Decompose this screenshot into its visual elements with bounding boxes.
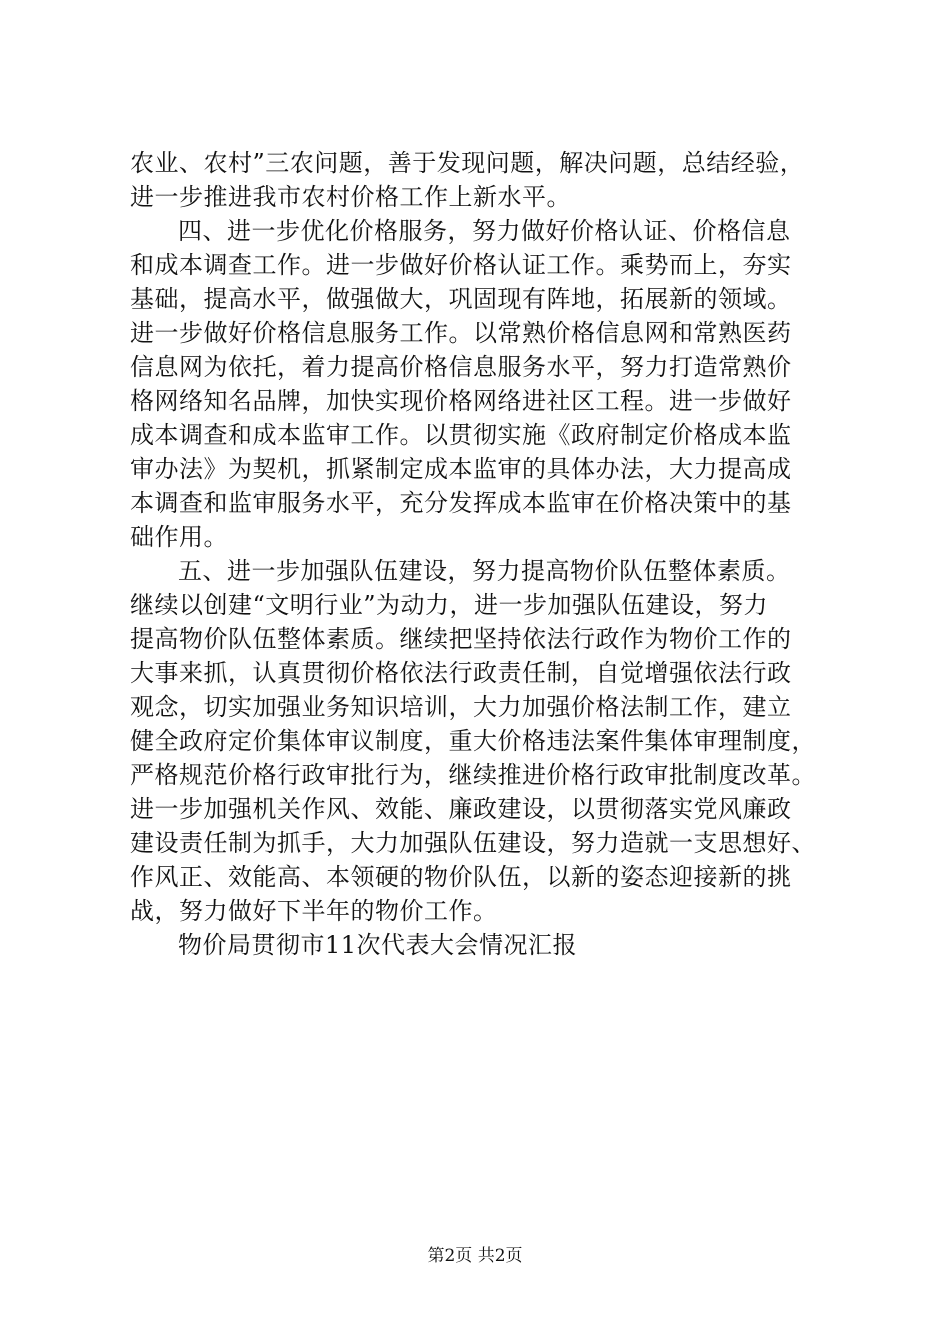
text-line: 基础，提高水平，做强做大，巩固现有阵地，拓展新的领域。 [130, 285, 792, 313]
section-heading-four: 四、进一步优化价格服务，努力做好价格认证、价格信息 [178, 217, 791, 245]
text-line: 观念，切实加强业务知识培训，大力加强价格法制工作，建立 [130, 693, 792, 721]
text-line: 大事来抓，认真贯彻价格依法行政责任制，自觉增强依法行政 [130, 659, 792, 687]
text-line: 作风正、效能高、本领硬的物价队伍，以新的姿态迎接新的挑 [130, 863, 792, 891]
text-line: 进一步做好价格信息服务工作。以常熟价格信息网和常熟医药 [130, 319, 792, 347]
text-line: 审办法》为契机，抓紧制定成本监审的具体办法，大力提高成 [130, 455, 792, 483]
text-line: 格网络知名品牌，加快实现价格网络进社区工程。进一步做好 [130, 387, 792, 415]
text-line: 成本调查和成本监审工作。以贯彻实施《政府制定价格成本监 [130, 421, 792, 449]
text-line: 建设责任制为抓手，大力加强队伍建设，努力造就一支思想好、 [130, 829, 816, 857]
text-line: 提高物价队伍整体素质。继续把坚持依法行政作为物价工作的 [130, 625, 792, 653]
document-title-line: 物价局贯彻市11次代表大会情况汇报 [178, 931, 578, 959]
page-number-footer: 第2页 共2页 [427, 1246, 523, 1266]
text-line: 严格规范价格行政审批行为，继续推进价格行政审批制度改革。 [130, 761, 816, 789]
text-line: 农业、农村”三农问题，善于发现问题，解决问题，总结经验， [130, 149, 805, 177]
text-line: 健全政府定价集体审议制度，重大价格违法案件集体审理制度， [130, 727, 816, 755]
text-line: 进一步加强机关作风、效能、廉政建设，以贯彻落实党风廉政 [130, 795, 792, 823]
text-line: 信息网为依托，着力提高价格信息服务水平，努力打造常熟价 [130, 353, 792, 381]
section-heading-five: 五、进一步加强队伍建设，努力提高物价队伍整体素质。 [178, 557, 791, 585]
text-line: 和成本调查工作。进一步做好价格认证工作。乘势而上，夯实 [130, 251, 792, 279]
text-line: 础作用。 [130, 523, 228, 551]
text-line: 进一步推进我市农村价格工作上新水平。 [130, 183, 571, 211]
text-line: 继续以创建“文明行业”为动力，进一步加强队伍建设，努力 [130, 591, 769, 619]
text-line: 战，努力做好下半年的物价工作。 [130, 897, 498, 925]
text-line: 本调查和监审服务水平，充分发挥成本监审在价格决策中的基 [130, 489, 792, 517]
document-body [130, 146, 830, 962]
